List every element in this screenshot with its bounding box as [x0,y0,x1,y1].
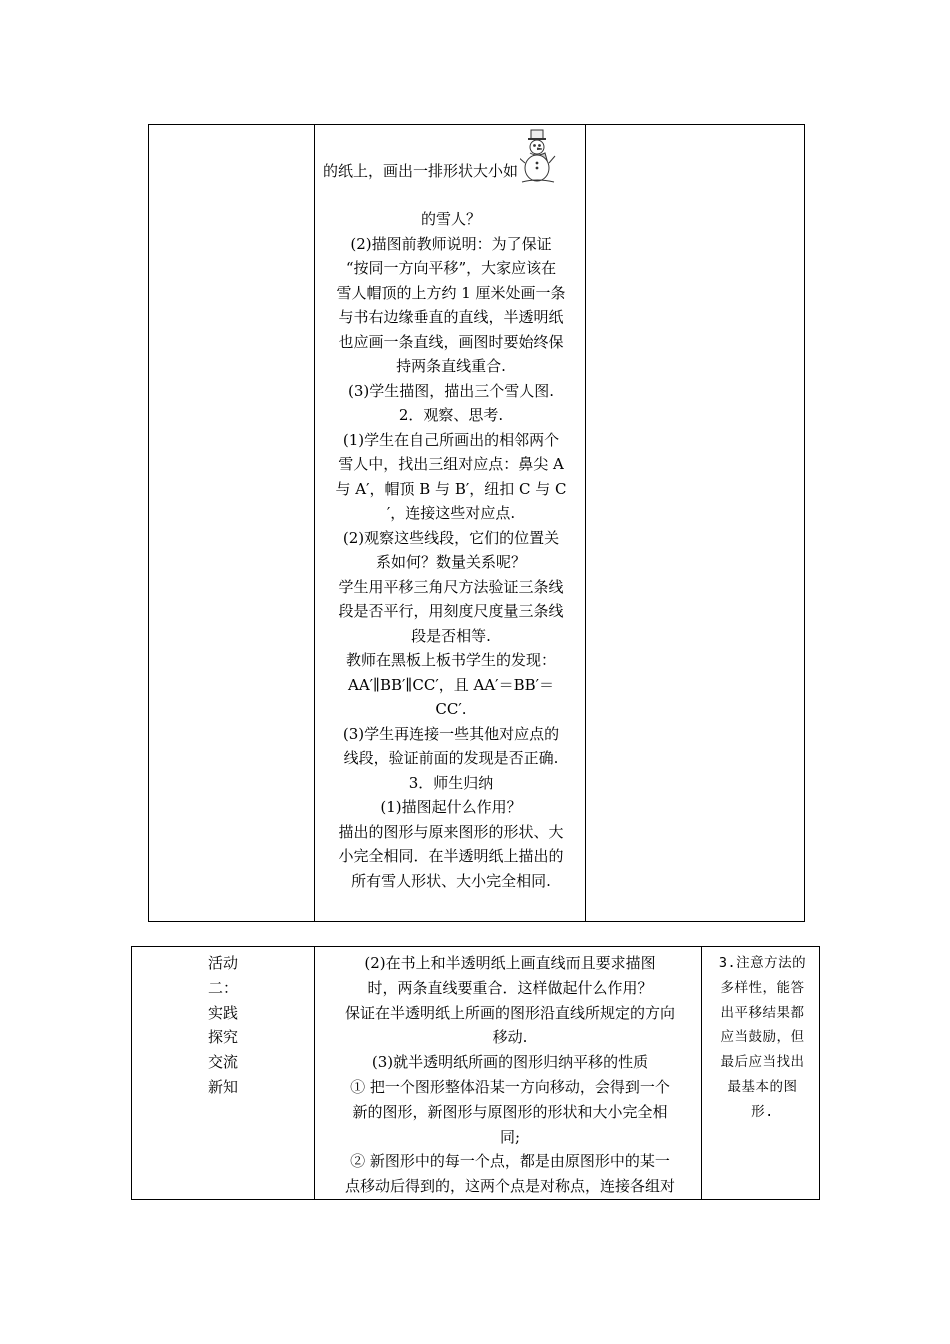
text-line: “按同一方向平移”，大家应该在 [345,259,557,277]
text-line: 雪人帽顶的上方约 1 厘米处画一条 [336,283,566,302]
text-line: (3)学生描图，描出三个雪人图. [347,381,555,400]
activity-line: 实践 [207,1003,238,1022]
activity-line: 二： [207,978,238,997]
note-line: 最后应当找出 [720,1054,805,1071]
activity-line: 交流 [207,1053,238,1072]
text-line: 段是否平行，用刻度尺度量三条线 [338,602,564,620]
activity-line: 活动 [207,954,238,972]
note-line: 最基本的图 [727,1078,798,1095]
activity-cell-empty [149,125,315,922]
text-line: CC′. [435,700,467,718]
note-line: 出平移结果都 [720,1004,805,1021]
notes-cell-empty [586,125,805,922]
text-line: ′，连接这些对应点. [386,504,516,522]
text-line: 与 A′，帽顶 B 与 B′，纽扣 C 与 C [335,479,567,498]
text-line: 同; [499,1127,521,1146]
activity-line: 探究 [207,1028,238,1047]
first-line [323,125,579,185]
activity-line: 新知 [207,1077,238,1096]
text-line: 新的图形，新图形与原图形的形状和大小完全相 [352,1102,668,1121]
text-line: 3．师生归纳 [408,773,494,792]
text-line: 段是否相等. [411,626,491,645]
notes-cell [702,947,820,1200]
lesson-table-lower [131,946,820,1200]
text-line: 雪人中，找出三组对应点：鼻尖 A [338,455,564,473]
text-line: 所有雪人形状、大小完全相同. [351,871,551,890]
process-cell [315,125,586,922]
text-line: 也应画一条直线，画图时要始终保 [338,332,564,351]
text-line: 保证在半透明纸上所画的图形沿直线所规定的方向 [344,1003,675,1022]
text-line: 系如何？数量关系呢？ [375,553,526,571]
text-line: ② 新图形中的每一个点，都是由原图形中的某一 [350,1152,670,1171]
text-line: 线段，验证前面的发现是否正确. [343,749,559,767]
text-line: 与书右边缘垂直的直线，半透明纸 [338,308,564,326]
text-line: 教师在黑板上板书学生的发现： [345,651,556,669]
text-line: 学生用平移三角尺方法验证三条线 [338,577,564,596]
text-line: 的雪人？ [420,210,481,228]
text-line: 描出的图形与原来图形的形状、大 [338,822,564,841]
text-line: (2)观察这些线段，它们的位置关 [342,528,560,547]
text-line: 持两条直线重合. [396,357,506,375]
snowman-icon [520,127,556,185]
text-line: ① 把一个图形整体沿某一方向移动，会得到一个 [350,1077,670,1096]
text-line: (2)在书上和半透明纸上画直线而且要求描图 [364,954,656,972]
first-line-text: 的纸上，画出一排形状大小如 [323,162,519,180]
note-line: 形. [751,1103,774,1120]
text-line: (1)描图起什么作用？ [380,798,522,816]
note-line: 应当鼓励，但 [720,1029,805,1046]
text-line: 2．观察、思考. [398,406,504,424]
text-line: 点移动后得到的，这两个点是对称点，连接各组对 [344,1177,675,1196]
text-line: (3)就半透明纸所画的图形归纳平移的性质 [371,1053,649,1072]
text-line: AA′∥BB′∥CC′，且 AA′＝BB′＝ [347,675,555,694]
text-line: 时，两条直线要重合．这样做起什么作用？ [367,978,653,997]
text-line: (2)描图前教师说明：为了保证 [350,234,552,253]
process-cell [315,947,702,1200]
text-line: (3)学生再连接一些其他对应点的 [342,724,560,743]
text-line: 小完全相同．在半透明纸上描出的 [338,847,564,865]
activity-cell [132,947,315,1200]
text-line: 移动. [492,1028,528,1047]
note-line: 3.注意方法的 [718,955,807,971]
text-line: (1)学生在自己所画出的相邻两个 [342,430,560,449]
note-line: 多样性，能答 [720,979,805,996]
lesson-table-upper [148,124,805,922]
